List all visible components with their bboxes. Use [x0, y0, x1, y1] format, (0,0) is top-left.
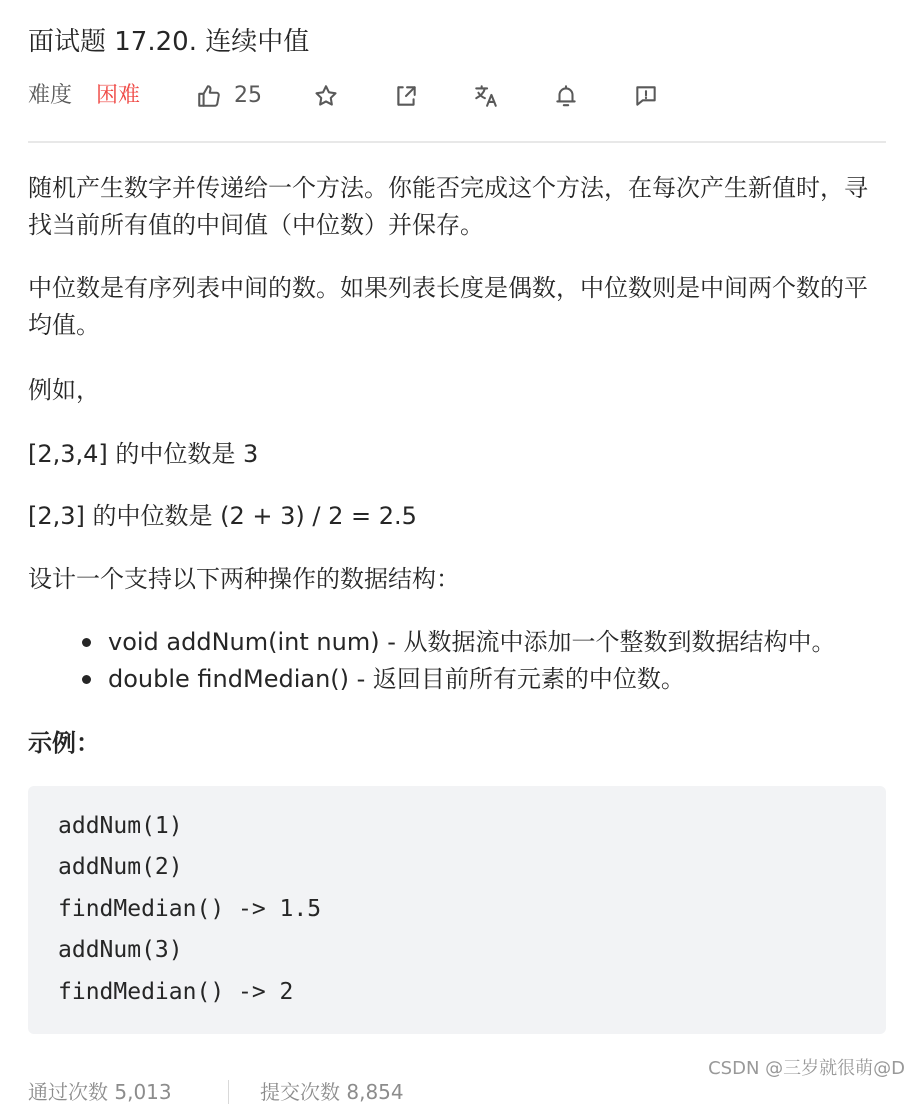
accepted-count: 通过次数 5,013: [28, 1080, 172, 1104]
operation-text: void addNum(int num) - 从数据流中添加一个整数到数据结构中。: [108, 628, 836, 656]
list-item: [28, 624, 886, 661]
problem-meta-bar: [28, 80, 886, 112]
code-line: addNum(1): [58, 813, 183, 839]
example-code-block: [28, 786, 886, 1034]
difficulty-value: 困难: [96, 83, 141, 108]
problem-title: 面试题 17.20. 连续中值: [28, 27, 310, 57]
submission-stats: [28, 1076, 728, 1106]
description-paragraph: 设计一个支持以下两种操作的数据结构：: [28, 565, 460, 593]
median-example-even: [2,3] 的中位数是 (2 + 3) / 2 = 2.5: [28, 502, 417, 530]
list-item: [28, 661, 886, 698]
operation-text: double findMedian() - 返回目前所有元素的中位数。: [108, 665, 685, 693]
code-line: findMedian() -> 2: [58, 979, 294, 1005]
code-line: addNum(3): [58, 937, 183, 963]
header-divider: [28, 141, 886, 143]
bullet-icon: [82, 675, 91, 684]
star-icon[interactable]: [311, 80, 341, 112]
difficulty-label: 难度: [28, 83, 73, 108]
thumbs-up-icon[interactable]: [194, 80, 224, 112]
code-line: addNum(2): [58, 854, 183, 880]
csdn-watermark: CSDN @三岁就很萌@D: [706, 1056, 907, 1082]
like-count: 25: [234, 83, 262, 108]
operations-list: [28, 624, 886, 698]
description-paragraph: 例如，: [28, 376, 100, 404]
description-paragraph: 中位数是有序列表中间的数。如果列表长度是偶数，中位数则是中间两个数的平均值。: [28, 274, 868, 339]
bell-icon[interactable]: [551, 80, 581, 112]
median-example-odd: [2,3,4] 的中位数是 3: [28, 440, 259, 468]
submission-count: 提交次数 8,854: [260, 1080, 404, 1104]
bullet-icon: [82, 638, 91, 647]
stats-divider: [228, 1080, 229, 1104]
feedback-icon[interactable]: [631, 80, 661, 112]
example-heading: 示例：: [28, 729, 100, 757]
share-icon[interactable]: [391, 80, 421, 112]
code-line: findMedian() -> 1.5: [58, 896, 322, 922]
description-paragraph: 随机产生数字并传递给一个方法。你能否完成这个方法，在每次产生新值时，寻找当前所有值的中间值（中位数）并保存。: [28, 174, 868, 239]
translate-icon[interactable]: [471, 80, 501, 112]
